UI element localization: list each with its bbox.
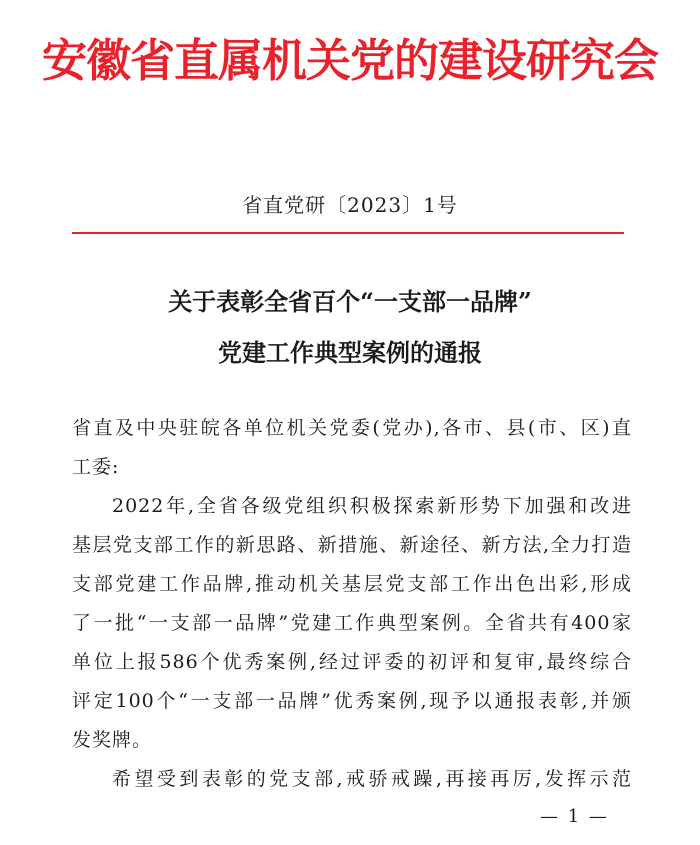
body-paragraph-2-line-1: 希望受到表彰的党支部,戒骄戒躁,再接再厉,发挥示范 [112, 768, 632, 790]
red-divider-line [72, 232, 624, 234]
body-paragraph-1-line-3: 支部党建工作品牌,推动机关基层党支部工作出色出彩,形成 [72, 573, 632, 595]
document-number: 省直党研〔2023〕1号 [242, 193, 458, 217]
document-title-line-1: 关于表彰全省百个“一支部一品牌” [168, 287, 532, 316]
body-paragraph-1-line-6: 评定100个“一支部一品牌”优秀案例,现予以通报表彰,并颁 [72, 690, 632, 712]
document-title-line-2: 党建工作典型案例的通报 [218, 338, 482, 367]
addressee-line-2: 工委: [72, 456, 120, 478]
body-paragraph-1-line-5: 单位上报586个优秀案例,经过评委的初评和复审,最终综合 [72, 651, 632, 673]
addressee-line-1: 省直及中央驻皖各单位机关党委(党办),各市、县(市、区)直 [72, 417, 632, 439]
masthead-title: 安徽省直属机关党的建设研究会 [41, 34, 658, 87]
body-paragraph-1-line-4: 了一批“一支部一品牌”党建工作典型案例。全省共有400家 [72, 612, 632, 634]
body-paragraph-1-line-7: 发奖牌。 [72, 729, 153, 751]
body-paragraph-1-line-2: 基层党支部工作的新思路、新措施、新途径、新方法,全力打造 [72, 534, 632, 556]
body-paragraph-1-line-1: 2022年,全省各级党组织积极探索新形势下加强和改进 [112, 495, 632, 517]
page-number: — 1 — [540, 806, 609, 827]
